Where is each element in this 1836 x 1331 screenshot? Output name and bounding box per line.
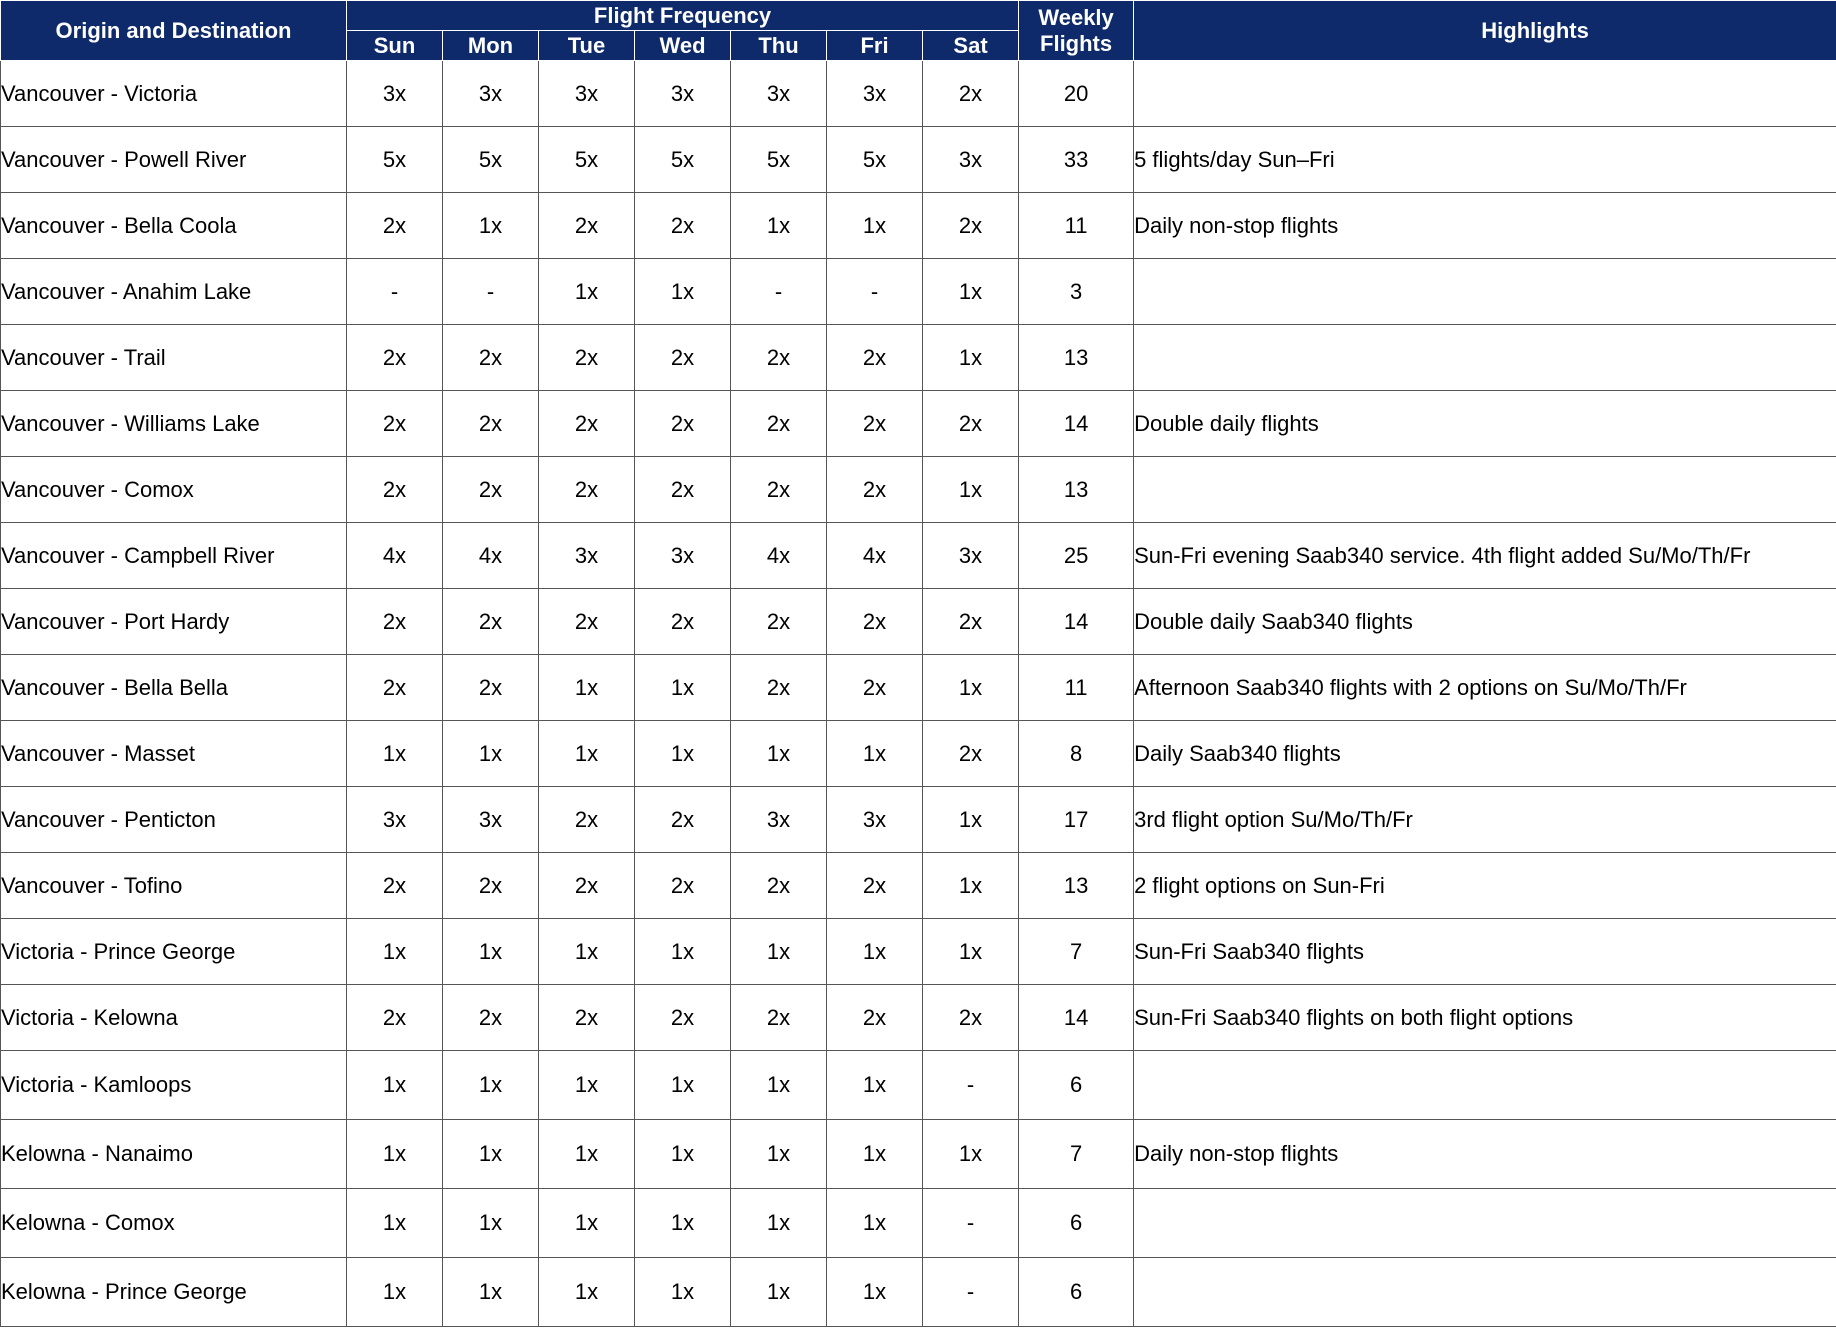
frequency-cell-sat: 1x — [923, 787, 1019, 853]
frequency-cell-mon: 5x — [443, 127, 539, 193]
frequency-cell-mon: 2x — [443, 985, 539, 1051]
frequency-cell-thu: 1x — [731, 1258, 827, 1327]
frequency-cell-thu: 2x — [731, 985, 827, 1051]
highlight-cell: Sun-Fri Saab340 flights — [1134, 919, 1836, 985]
frequency-cell-thu: 4x — [731, 523, 827, 589]
frequency-cell-tue: 2x — [539, 787, 635, 853]
frequency-cell-sun: 5x — [347, 127, 443, 193]
frequency-cell-fri: 1x — [827, 919, 923, 985]
frequency-cell-mon: 3x — [443, 61, 539, 127]
table-row — [1, 655, 1836, 721]
route-cell: Kelowna - Comox — [1, 1189, 347, 1258]
frequency-cell-sat: - — [923, 1258, 1019, 1327]
weekly-flights-cell: 17 — [1019, 787, 1134, 853]
header-weekly-line2: Flights — [1040, 30, 1113, 56]
route-cell: Vancouver - Masset — [1, 721, 347, 787]
highlight-cell — [1134, 1051, 1836, 1120]
frequency-cell-wed: 1x — [635, 259, 731, 325]
header-day-thu: Thu — [731, 31, 827, 61]
frequency-cell-sat: 1x — [923, 655, 1019, 721]
highlight-cell: Daily non-stop flights — [1134, 193, 1836, 259]
frequency-cell-sat: 2x — [923, 391, 1019, 457]
frequency-cell-thu: 2x — [731, 589, 827, 655]
frequency-cell-sun: 3x — [347, 787, 443, 853]
frequency-cell-sat: 1x — [923, 853, 1019, 919]
frequency-cell-wed: 2x — [635, 391, 731, 457]
table-row — [1, 1120, 1836, 1189]
highlight-cell — [1134, 457, 1836, 523]
weekly-flights-cell: 11 — [1019, 655, 1134, 721]
frequency-cell-thu: 2x — [731, 853, 827, 919]
highlight-cell: Daily Saab340 flights — [1134, 721, 1836, 787]
frequency-cell-sat: 1x — [923, 457, 1019, 523]
frequency-cell-tue: 2x — [539, 457, 635, 523]
frequency-cell-tue: 1x — [539, 919, 635, 985]
frequency-cell-sun: 4x — [347, 523, 443, 589]
frequency-cell-mon: 1x — [443, 1051, 539, 1120]
frequency-cell-tue: 3x — [539, 61, 635, 127]
frequency-cell-sun: 2x — [347, 985, 443, 1051]
table-header — [1, 1, 1836, 61]
frequency-cell-mon: 1x — [443, 721, 539, 787]
weekly-flights-cell: 6 — [1019, 1258, 1134, 1327]
table-row — [1, 127, 1836, 193]
highlight-cell: Sun-Fri Saab340 flights on both flight options — [1134, 985, 1836, 1051]
table-row — [1, 61, 1836, 127]
highlight-cell: 2 flight options on Sun-Fri — [1134, 853, 1836, 919]
route-cell: Vancouver - Williams Lake — [1, 391, 347, 457]
frequency-cell-mon: 2x — [443, 457, 539, 523]
header-flight-frequency: Flight Frequency — [347, 1, 1019, 31]
frequency-cell-sat: 3x — [923, 127, 1019, 193]
frequency-cell-fri: 1x — [827, 1120, 923, 1189]
frequency-cell-fri: 3x — [827, 787, 923, 853]
table-row — [1, 1051, 1836, 1120]
frequency-cell-sun: 2x — [347, 457, 443, 523]
header-day-mon: Mon — [443, 31, 539, 61]
frequency-cell-fri: 1x — [827, 1189, 923, 1258]
frequency-cell-thu: - — [731, 259, 827, 325]
header-highlights: Highlights — [1134, 1, 1836, 61]
frequency-cell-tue: 2x — [539, 193, 635, 259]
frequency-cell-fri: 2x — [827, 853, 923, 919]
table-row — [1, 985, 1836, 1051]
table-row — [1, 589, 1836, 655]
frequency-cell-mon: 1x — [443, 919, 539, 985]
frequency-cell-thu: 1x — [731, 1189, 827, 1258]
frequency-cell-thu: 3x — [731, 61, 827, 127]
weekly-flights-cell: 3 — [1019, 259, 1134, 325]
header-day-sun: Sun — [347, 31, 443, 61]
route-cell: Kelowna - Prince George — [1, 1258, 347, 1327]
frequency-cell-wed: 1x — [635, 1189, 731, 1258]
frequency-cell-mon: 3x — [443, 787, 539, 853]
frequency-cell-fri: 2x — [827, 457, 923, 523]
frequency-cell-thu: 2x — [731, 457, 827, 523]
frequency-cell-sun: 2x — [347, 391, 443, 457]
frequency-cell-fri: 4x — [827, 523, 923, 589]
frequency-cell-sat: 1x — [923, 919, 1019, 985]
frequency-cell-wed: 3x — [635, 61, 731, 127]
weekly-flights-cell: 7 — [1019, 1120, 1134, 1189]
table-row — [1, 259, 1836, 325]
frequency-cell-fri: - — [827, 259, 923, 325]
route-cell: Vancouver - Anahim Lake — [1, 259, 347, 325]
frequency-cell-tue: 2x — [539, 853, 635, 919]
frequency-cell-sun: 2x — [347, 193, 443, 259]
frequency-cell-sat: 1x — [923, 259, 1019, 325]
header-day-fri: Fri — [827, 31, 923, 61]
route-cell: Vancouver - Comox — [1, 457, 347, 523]
table-row — [1, 523, 1836, 589]
table-row — [1, 919, 1836, 985]
frequency-cell-wed: 3x — [635, 523, 731, 589]
frequency-cell-wed: 2x — [635, 325, 731, 391]
frequency-cell-fri: 1x — [827, 193, 923, 259]
frequency-cell-sun: 3x — [347, 61, 443, 127]
weekly-flights-cell: 25 — [1019, 523, 1134, 589]
frequency-cell-wed: 2x — [635, 457, 731, 523]
frequency-cell-sat: 2x — [923, 985, 1019, 1051]
frequency-cell-mon: 2x — [443, 853, 539, 919]
frequency-cell-fri: 2x — [827, 589, 923, 655]
weekly-flights-cell: 33 — [1019, 127, 1134, 193]
frequency-cell-tue: 2x — [539, 589, 635, 655]
frequency-cell-tue: 1x — [539, 259, 635, 325]
frequency-cell-mon: 2x — [443, 391, 539, 457]
frequency-cell-wed: 1x — [635, 655, 731, 721]
highlight-cell: Double daily flights — [1134, 391, 1836, 457]
frequency-cell-thu: 1x — [731, 721, 827, 787]
frequency-cell-sat: 2x — [923, 61, 1019, 127]
frequency-cell-wed: 2x — [635, 853, 731, 919]
frequency-cell-sun: 2x — [347, 325, 443, 391]
table-row — [1, 325, 1836, 391]
frequency-cell-tue: 1x — [539, 1189, 635, 1258]
frequency-cell-tue: 2x — [539, 391, 635, 457]
header-weekly-line1: Weekly — [1038, 4, 1114, 30]
header-day-wed: Wed — [635, 31, 731, 61]
frequency-cell-wed: 5x — [635, 127, 731, 193]
frequency-cell-tue: 1x — [539, 1120, 635, 1189]
frequency-cell-thu: 1x — [731, 919, 827, 985]
frequency-cell-sat: - — [923, 1051, 1019, 1120]
route-cell: Kelowna - Nanaimo — [1, 1120, 347, 1189]
table-row — [1, 1189, 1836, 1258]
frequency-cell-fri: 1x — [827, 1258, 923, 1327]
weekly-flights-cell: 14 — [1019, 589, 1134, 655]
frequency-cell-mon: - — [443, 259, 539, 325]
header-weekly-flights — [1019, 1, 1134, 61]
frequency-cell-wed: 2x — [635, 985, 731, 1051]
frequency-cell-thu: 5x — [731, 127, 827, 193]
frequency-cell-sat: - — [923, 1189, 1019, 1258]
route-cell: Vancouver - Powell River — [1, 127, 347, 193]
route-cell: Vancouver - Victoria — [1, 61, 347, 127]
frequency-cell-mon: 2x — [443, 325, 539, 391]
frequency-cell-wed: 2x — [635, 787, 731, 853]
frequency-cell-thu: 2x — [731, 325, 827, 391]
table-row — [1, 457, 1836, 523]
highlight-cell: Sun-Fri evening Saab340 service. 4th flight added Su/Mo/Th/Fr — [1134, 523, 1836, 589]
frequency-cell-sun: 1x — [347, 721, 443, 787]
frequency-cell-sun: 1x — [347, 1189, 443, 1258]
frequency-cell-mon: 1x — [443, 193, 539, 259]
frequency-cell-fri: 2x — [827, 985, 923, 1051]
frequency-cell-fri: 5x — [827, 127, 923, 193]
frequency-cell-wed: 2x — [635, 589, 731, 655]
frequency-cell-sat: 2x — [923, 589, 1019, 655]
table-row — [1, 391, 1836, 457]
route-cell: Vancouver - Penticton — [1, 787, 347, 853]
weekly-flights-cell: 13 — [1019, 853, 1134, 919]
weekly-flights-cell: 7 — [1019, 919, 1134, 985]
frequency-cell-tue: 3x — [539, 523, 635, 589]
frequency-cell-fri: 3x — [827, 61, 923, 127]
highlight-cell — [1134, 1189, 1836, 1258]
frequency-cell-sat: 1x — [923, 1120, 1019, 1189]
highlight-cell: Afternoon Saab340 flights with 2 options on Su/Mo/Th/Fr — [1134, 655, 1836, 721]
weekly-flights-cell: 8 — [1019, 721, 1134, 787]
weekly-flights-cell: 11 — [1019, 193, 1134, 259]
frequency-cell-mon: 4x — [443, 523, 539, 589]
frequency-cell-wed: 2x — [635, 193, 731, 259]
route-cell: Vancouver - Trail — [1, 325, 347, 391]
frequency-cell-mon: 2x — [443, 589, 539, 655]
weekly-flights-cell: 14 — [1019, 391, 1134, 457]
frequency-cell-mon: 1x — [443, 1189, 539, 1258]
frequency-cell-fri: 1x — [827, 721, 923, 787]
frequency-cell-sat: 3x — [923, 523, 1019, 589]
route-cell: Vancouver - Campbell River — [1, 523, 347, 589]
frequency-cell-thu: 1x — [731, 193, 827, 259]
route-cell: Vancouver - Tofino — [1, 853, 347, 919]
table-body — [1, 61, 1836, 1327]
table-row — [1, 721, 1836, 787]
frequency-cell-mon: 1x — [443, 1258, 539, 1327]
highlight-cell: Double daily Saab340 flights — [1134, 589, 1836, 655]
frequency-cell-wed: 1x — [635, 1051, 731, 1120]
route-cell: Victoria - Kamloops — [1, 1051, 347, 1120]
route-cell: Victoria - Prince George — [1, 919, 347, 985]
frequency-cell-mon: 1x — [443, 1120, 539, 1189]
table-row — [1, 787, 1836, 853]
frequency-cell-tue: 1x — [539, 1258, 635, 1327]
highlight-cell — [1134, 259, 1836, 325]
frequency-cell-sun: 1x — [347, 1258, 443, 1327]
highlight-cell — [1134, 61, 1836, 127]
frequency-cell-fri: 1x — [827, 1051, 923, 1120]
header-day-sat: Sat — [923, 31, 1019, 61]
frequency-cell-thu: 2x — [731, 391, 827, 457]
frequency-cell-sat: 2x — [923, 721, 1019, 787]
weekly-flights-cell: 14 — [1019, 985, 1134, 1051]
route-cell: Victoria - Kelowna — [1, 985, 347, 1051]
weekly-flights-cell: 6 — [1019, 1189, 1134, 1258]
frequency-cell-sun: 2x — [347, 853, 443, 919]
frequency-cell-tue: 1x — [539, 655, 635, 721]
frequency-cell-fri: 2x — [827, 391, 923, 457]
table-row — [1, 1258, 1836, 1327]
frequency-cell-sat: 1x — [923, 325, 1019, 391]
weekly-flights-cell: 6 — [1019, 1051, 1134, 1120]
route-cell: Vancouver - Port Hardy — [1, 589, 347, 655]
frequency-cell-sun: 2x — [347, 655, 443, 721]
frequency-cell-thu: 3x — [731, 787, 827, 853]
frequency-cell-sun: 1x — [347, 919, 443, 985]
frequency-cell-sun: 1x — [347, 1051, 443, 1120]
header-day-tue: Tue — [539, 31, 635, 61]
route-cell: Vancouver - Bella Coola — [1, 193, 347, 259]
frequency-cell-thu: 1x — [731, 1051, 827, 1120]
header-origin-destination: Origin and Destination — [1, 1, 347, 61]
frequency-cell-tue: 2x — [539, 985, 635, 1051]
weekly-flights-cell: 13 — [1019, 457, 1134, 523]
frequency-cell-wed: 1x — [635, 1120, 731, 1189]
frequency-cell-thu: 2x — [731, 655, 827, 721]
frequency-cell-mon: 2x — [443, 655, 539, 721]
frequency-cell-fri: 2x — [827, 325, 923, 391]
table-row — [1, 853, 1836, 919]
weekly-flights-cell: 13 — [1019, 325, 1134, 391]
frequency-cell-thu: 1x — [731, 1120, 827, 1189]
frequency-cell-tue: 2x — [539, 325, 635, 391]
frequency-cell-tue: 5x — [539, 127, 635, 193]
frequency-cell-tue: 1x — [539, 721, 635, 787]
frequency-cell-wed: 1x — [635, 721, 731, 787]
weekly-flights-cell: 20 — [1019, 61, 1134, 127]
table-row — [1, 193, 1836, 259]
frequency-cell-sun: 1x — [347, 1120, 443, 1189]
frequency-cell-wed: 1x — [635, 1258, 731, 1327]
frequency-cell-sun: 2x — [347, 589, 443, 655]
route-cell: Vancouver - Bella Bella — [1, 655, 347, 721]
highlight-cell — [1134, 1258, 1836, 1327]
frequency-cell-sun: - — [347, 259, 443, 325]
frequency-cell-wed: 1x — [635, 919, 731, 985]
frequency-cell-tue: 1x — [539, 1051, 635, 1120]
highlight-cell — [1134, 325, 1836, 391]
highlight-cell: Daily non-stop flights — [1134, 1120, 1836, 1189]
frequency-cell-fri: 2x — [827, 655, 923, 721]
frequency-cell-sat: 2x — [923, 193, 1019, 259]
highlight-cell: 3rd flight option Su/Mo/Th/Fr — [1134, 787, 1836, 853]
highlight-cell: 5 flights/day Sun–Fri — [1134, 127, 1836, 193]
